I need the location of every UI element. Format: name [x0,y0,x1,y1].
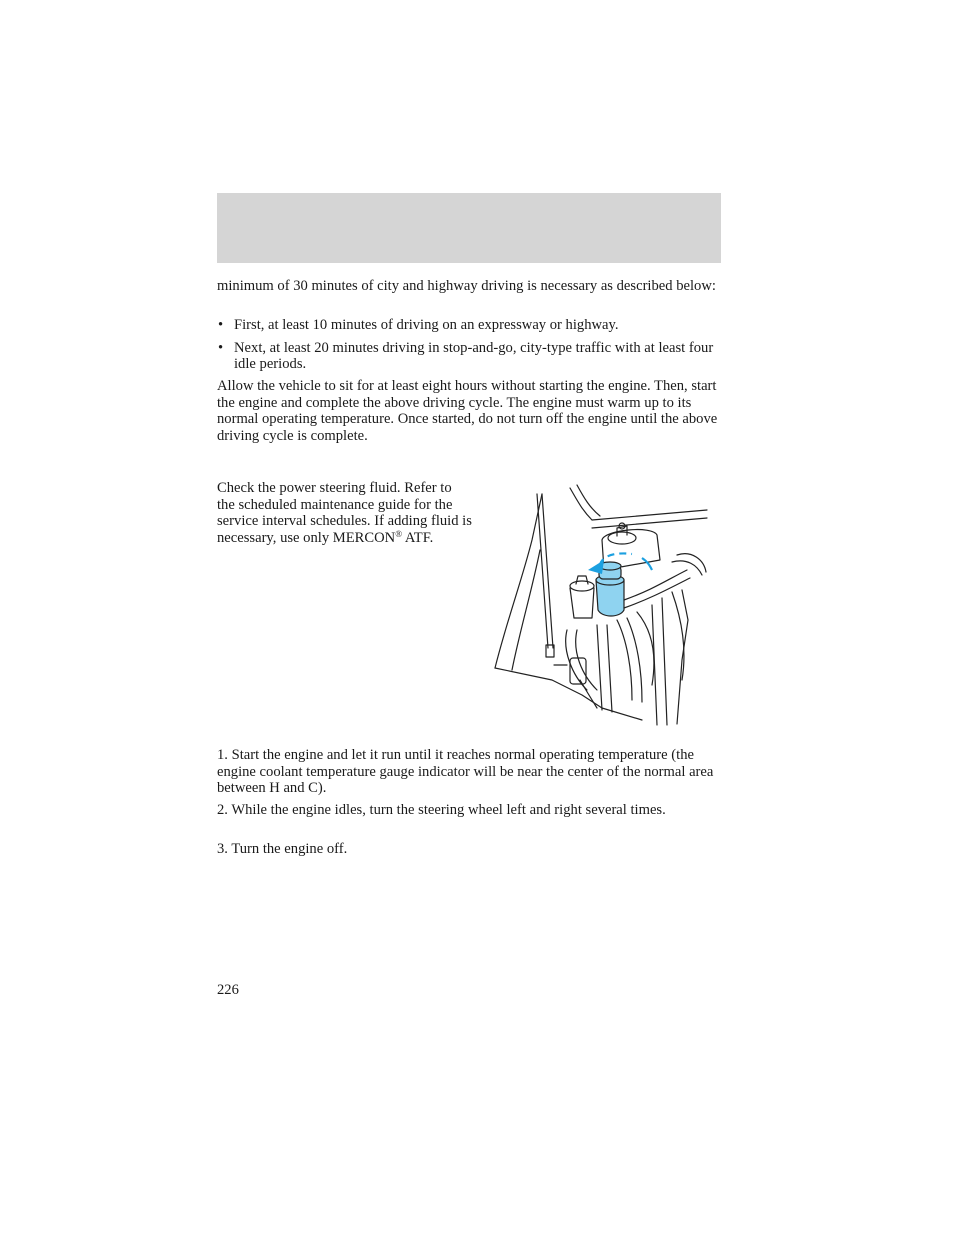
power-steering-text-end: ATF. [402,529,434,546]
page-number: 226 [217,982,239,998]
list-item [217,317,722,334]
drive-cycle-list [217,317,722,379]
list-item [217,340,722,373]
power-steering-reservoir-illustration [492,480,714,730]
drive-cycle-paragraph: Allow the vehicle to sit for at least eight hours without starting the engine. Then, start the engine and complete the above driving cycle. The engine must warm up to its normal operating temperature. Once started, do not turn off the engine until the above driving cycle is complete. [217,378,718,444]
step-1: 1. Start the engine and let it run until it reaches normal operating temperature (the engine coolant temperature gauge indicator will be near the center of the normal area between H and C). [217,747,714,796]
power-steering-text: Check the power steering fluid. Refer to the scheduled maintenance guide for the service interval schedules. If adding fluid is necessary, use only MERCON [217,480,472,546]
intro-paragraph: minimum of 30 minutes of city and highway driving is necessary as described below: [217,278,716,294]
step-3: 3. Turn the engine off. [217,841,348,857]
registered-mark: ® [395,528,403,539]
list-item-text: Next, at least 20 minutes driving in stop-and-go, city-type traffic with at least four idle periods. [234,339,714,372]
bullet-icon: • [218,339,224,356]
bullet-icon: • [218,317,224,333]
list-item-text: First, at least 10 minutes of driving on an expressway or highway. [234,317,619,333]
section-header-band [217,193,721,263]
power-steering-paragraph [217,480,472,546]
step-2: 2. While the engine idles, turn the steering wheel left and right several times. [217,802,666,818]
